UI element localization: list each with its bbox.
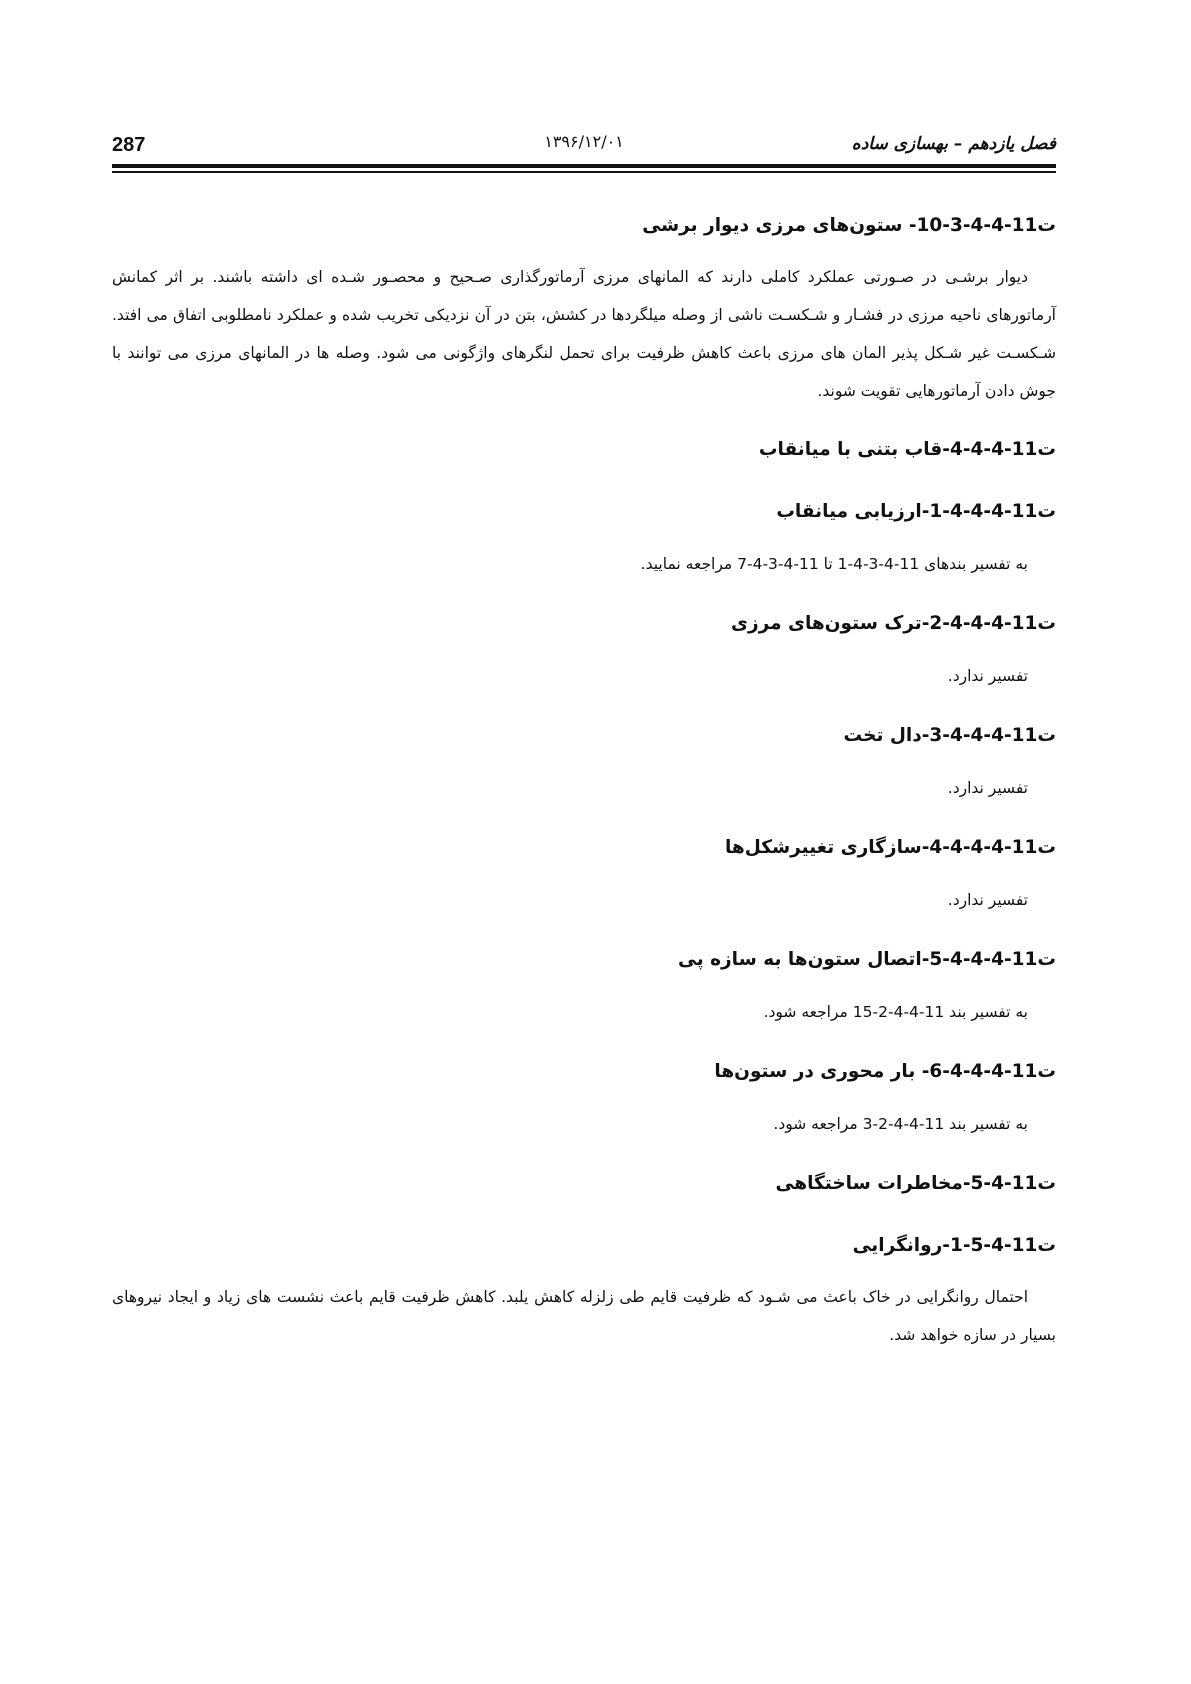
header-rule-thick [112,164,1056,168]
section-heading-liquefaction: ت11-4-5-1-روانگرایی [852,1235,1056,1256]
section-note-column-foundation-connection: به تفسیر بند 11-4-4-2-15 مراجعه شود. [763,1003,1028,1021]
section-note-deformation-compatibility: تفسیر ندارد. [947,891,1028,909]
section-heading-infill-evaluation: ت11-4-4-4-1-ارزیابی میانقاب [776,501,1056,522]
section-paragraph-boundary-columns: دیوار برشـی در صـورتی عملکرد کاملی دارند که المانهای مرزی آرماتورگذاری صـحیح و محصـور شـده ای داشته باشند. بر اثر کمانش آرماتورهای ناحیه مرزی در فشـار و شـکسـت ناشی از وصله میلگردها در کشش، بتن در آن نزدیکی تخریب شده و عملکرد نامطلوبی اتفاق می افتد. شـکسـت غیر شـکل پذیر المان های مرزی باعث کاهش ظرفیت برای تحمل لنگرهای واژگونی می شود. وصله ها در المانهای مرزی می توانند با جوش دادن آرماتورهایی تقویت شوند. [112,268,1056,400]
section-heading-boundary-column-cracks: ت11-4-4-4-2-ترک ستون‌های مرزی [731,613,1056,634]
section-heading-column-foundation-connection: ت11-4-4-4-5-اتصال ستون‌ها به سازه پی [678,949,1056,970]
section-heading-deformation-compatibility: ت11-4-4-4-4-سازگاری تغییرشکل‌ها [724,837,1056,858]
section-note-boundary-column-cracks: تفسیر ندارد. [947,667,1028,685]
section-heading-axial-load-columns: ت11-4-4-4-6- بار محوری در ستون‌ها [714,1061,1056,1082]
header-date: ۱۳۹۶/۱۲/۰۱ [544,132,624,151]
chapter-title: فصل یازدهم – بهسازی ساده [851,134,1056,154]
section-paragraph-liquefaction: احتمال روانگرایی در خاک باعث می شـود که ظرفیت قایم طی زلزله کاهش یلبد. کاهش ظرفیت قایم باعث نشست های زیاد و ایجاد نیروهای بسیار در سازه خواهد شد. [112,1288,1056,1344]
section-heading-boundary-columns: ت11-4-4-3-10- ستون‌های مرزی دیوار برشی [642,215,1056,236]
page-number: 287 [112,134,146,156]
section-note-axial-load-columns: به تفسیر بند 11-4-4-2-3 مراجعه شود. [773,1115,1028,1133]
page-header [112,128,1056,162]
section-heading-flat-slab: ت11-4-4-4-3-دال تخت [843,725,1056,746]
section-note-infill-evaluation: به تفسیر بندهای 11-4-3-4-1 تا 11-4-3-4-7 مراجعه نمایید. [640,555,1028,573]
section-heading-infill-frame: ت11-4-4-4-قاب بتنی با میانقاب [758,439,1056,460]
section-note-flat-slab: تفسیر ندارد. [947,779,1028,797]
header-rule-thin [112,171,1056,173]
section-heading-site-hazards: ت11-4-5-مخاطرات ساختگاهی [775,1173,1056,1194]
page-body [112,212,1056,1354]
